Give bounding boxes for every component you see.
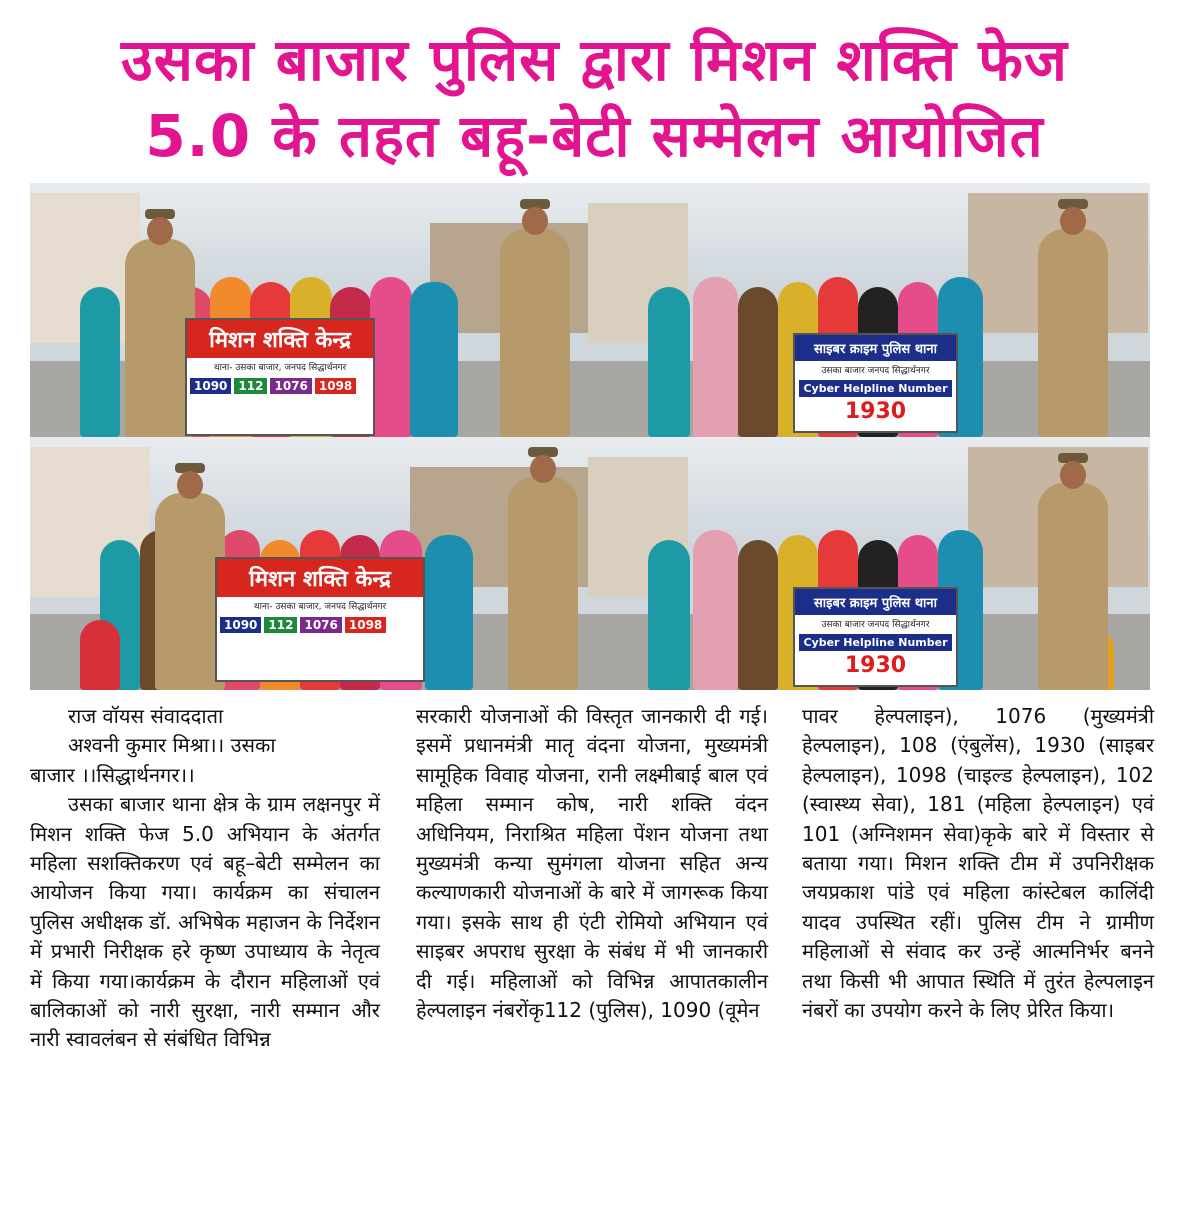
photo-collage <box>30 183 1150 690</box>
photo-mission-shakti-1 <box>30 183 588 437</box>
banner-cyber-helpline: Cyber Helpline Number <box>799 380 952 397</box>
cut-off-previous-text <box>0 0 1189 8</box>
banner-mission-shakti <box>185 318 375 436</box>
article-paragraph-2: सरकारी योजनाओं की विस्तृत जानकारी दी गई। इसमें प्रधानमंत्री मातृ वंदना योजना, मुख्यमंत्री सामूहिक विवाह योजना, रानी लक्ष्मीबाई बाल एवं महिला सम्मान कोष, नारी शक्ति वंदन अधिनियम, निराश्रित महिला पेंशन योजना तथा मुख्यमंत्री कन्या सुमंगला योजना सहित अन्य कल्याणकारी योजनाओं के बारे में जागरूक किया गया। इसके साथ ही एंटी रोमियो अभियान एवं साइबर अपराध सुरक्षा के संबंध में भी जानकारी दी गई। महिलाओं को विभिन्न आपातकालीन हेल्पलाइन नंबरोंकृ112 (पुलिस), 1090 (वूमेन <box>416 704 768 1023</box>
banner-title-2: मिशन शक्ति केन्द्र <box>217 559 423 597</box>
banner-cyber-title-2: साइबर क्राइम पुलिस थाना <box>795 589 956 615</box>
article-column-3 <box>802 702 1154 1025</box>
byline-reporter: राज वॉयस संवाददाता <box>68 704 224 728</box>
banner-cyber-number: 1930 <box>844 399 907 424</box>
banner-subtitle-2: थाना- उसका बाजार, जनपद सिद्धार्थनगर <box>253 602 387 612</box>
article-paragraph-3: पावर हेल्पलाइन), 1076 (मुख्यमंत्री हेल्पलाइन), 108 (एंबुलेंस), 1930 (साइबर हेल्पलाइन), 1098 (चाइल्ड हेल्पलाइन), 102 (स्वास्थ्य सेवा), 181 (महिला हेल्पलाइन) एवं 101 (अग्निशमन सेवा)कृके बारे में विस्तार से बताया गया। मिशन शक्ति टीम में उपनिरीक्षक जयप्रकाश पांडे एवं महिला कांस्टेबल कालिंदी यादव उपस्थित रहीं। पुलिस टीम ने ग्रामीण महिलाओं से संवाद कर उन्हें आत्मनिर्भर बनने तथा किसी भी आपात स्थिति में तुरंत हेल्पलाइन नंबरों का उपयोग करने के लिए प्रेरित किया। <box>802 704 1154 1023</box>
banner-mission-shakti-2 <box>215 557 425 682</box>
photo-cyber-crime-2 <box>588 437 1150 690</box>
banner-cyber-subtitle-2: उसका बाजार जनपद सिद्धार्थनगर <box>821 620 930 630</box>
banner-cyber-number-2: 1930 <box>844 653 907 678</box>
photo-mission-shakti-2 <box>30 437 588 690</box>
banner-cyber-helpline-2: Cyber Helpline Number <box>799 634 952 651</box>
banner-cyber-subtitle: उसका बाजार जनपद सिद्धार्थनगर <box>821 366 930 376</box>
banner-cyber-title: साइबर क्राइम पुलिस थाना <box>795 335 956 361</box>
byline-place: बाजार ।।सिद्धार्थनगर।। <box>30 762 195 787</box>
banner-cyber-crime-2 <box>793 587 958 687</box>
headline <box>0 22 1189 174</box>
headline-line-1: उसका बाजार पुलिस द्वारा मिशन शक्ति फेज <box>121 26 1068 94</box>
banner-helpline-bar: 1090 112 1076 1098 <box>187 375 373 397</box>
banner-subtitle: थाना- उसका बाजार, जनपद सिद्धार्थनगर <box>213 363 347 373</box>
banner-helpline-bar-2: 1090 112 1076 1098 <box>217 614 423 636</box>
photo-cyber-crime-1 <box>588 183 1150 437</box>
article-paragraph-1: उसका बाजार थाना क्षेत्र के ग्राम लक्षनपुर में मिशन शक्ति फेज 5.0 अभियान के अंतर्गत महिला सशक्तिकरण एवं बहू–बेटी सम्मेलन का आयोजन किया गया। कार्यक्रम का संचालन पुलिस अधीक्षक डॉ. अभिषेक महाजन के निर्देशन में प्रभारी निरीक्षक हरे कृष्ण उपाध्याय के नेतृत्व में किया गया।कार्यक्रम के दौरान महिलाओं एवं बालिकाओं को नारी सुरक्षा, नारी सम्मान और नारी स्वावलंबन से संबंधित विभिन्न <box>30 792 380 1052</box>
byline-author: अश्वनी कुमार मिश्रा।। उसका <box>68 733 276 758</box>
banner-cyber-crime <box>793 333 958 433</box>
article-column-2 <box>416 702 768 1025</box>
article-column-1 <box>30 702 380 1055</box>
banner-title: मिशन शक्ति केन्द्र <box>187 320 373 358</box>
headline-line-2: 5.0 के तहत बहू-बेटी सम्मेलन आयोजित <box>145 102 1044 170</box>
